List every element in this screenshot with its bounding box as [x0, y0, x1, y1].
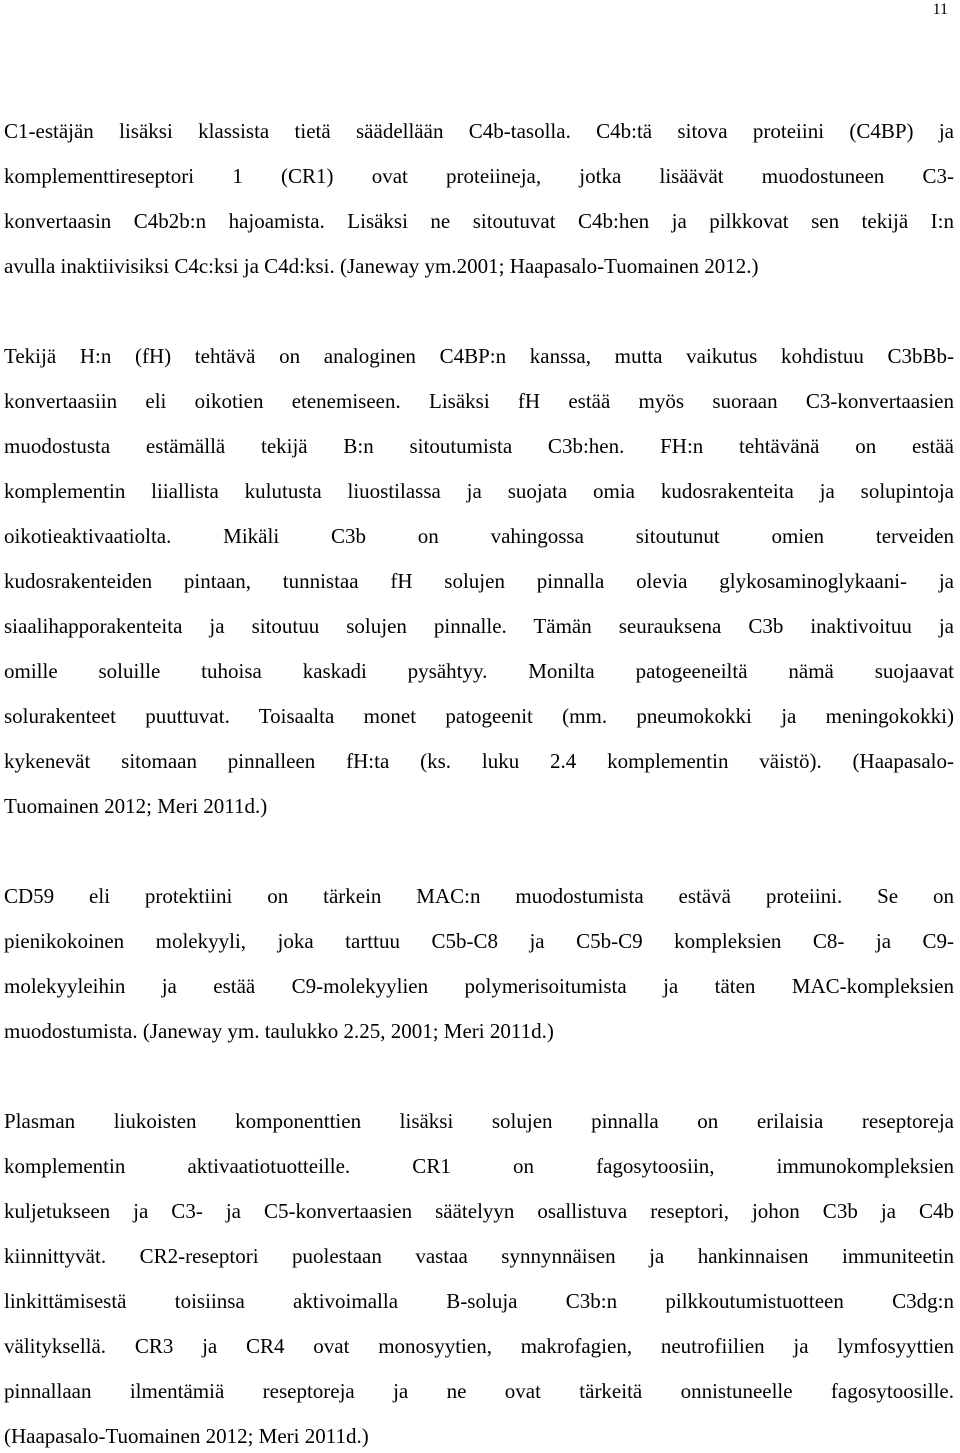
text-line: kuljetukseen ja C3- ja C5-konvertaasien säätelyyn osallistuva reseptori, johon C3b ja C4b	[4, 1199, 954, 1223]
text-line: välityksellä. CR3 ja CR4 ovat monosyytien, makrofagien, neutrofiilien ja lymfosyyttien	[4, 1334, 954, 1358]
text-line: oikotieaktivaatiolta. Mikäli C3b on vahingossa sitoutunut omien terveiden	[4, 524, 954, 548]
text-line: komplementtireseptori 1 (CR1) ovat proteiineja, jotka lisäävät muodostuneen C3-	[4, 164, 954, 188]
text-line: solurakenteet puuttuvat. Toisaalta monet patogeenit (mm. pneumokokki ja meningokokki)	[4, 704, 954, 728]
text-line: pinnallaan ilmentämiä reseptoreja ja ne ovat tärkeitä onnistuneelle fagosytoosille.	[4, 1379, 954, 1403]
text-line: muodostumista. (Janeway ym. taulukko 2.25, 2001; Meri 2011d.)	[4, 1019, 554, 1043]
page-number: 11	[932, 1, 948, 18]
text-line: konvertaasin C4b2b:n hajoamista. Lisäksi ne sitoutuvat C4b:hen ja pilkkovat sen tekijä I:n	[4, 209, 954, 233]
text-line: kykenevät sitomaan pinnalleen fH:ta (ks. luku 2.4 komplementin väistö). (Haapasalo-	[4, 749, 954, 773]
text-line: avulla inaktiivisiksi C4c:ksi ja C4d:ksi. (Janeway ym.2001; Haapasalo-Tuomainen 2012.)	[4, 254, 759, 278]
text-line: komplementin liiallista kulutusta liuostilassa ja suojata omia kudosrakenteita ja solupintoja	[4, 479, 954, 503]
text-line: Plasman liukoisten komponenttien lisäksi solujen pinnalla on erilaisia reseptoreja	[4, 1109, 954, 1133]
text-line: Tekijä H:n (fH) tehtävä on analoginen C4BP:n kanssa, mutta vaikutus kohdistuu C3bBb-	[4, 344, 954, 368]
text-line: linkittämisestä toisiinsa aktivoimalla B-soluja C3b:n pilkkoutumistuotteen C3dg:n	[4, 1289, 954, 1313]
text-line: (Haapasalo-Tuomainen 2012; Meri 2011d.)	[4, 1424, 369, 1448]
text-line: C1-estäjän lisäksi klassista tietä säädellään C4b-tasolla. C4b:tä sitova proteiini (C4BP) ja	[4, 119, 954, 143]
text-line: kiinnittyvät. CR2-reseptori puolestaan vastaa synnynnäisen ja hankinnaisen immuniteetin	[4, 1244, 954, 1268]
text-line: komplementin aktivaatiotuotteille. CR1 on fagosytoosiin, immunokompleksien	[4, 1154, 954, 1178]
text-line: Tuomainen 2012; Meri 2011d.)	[4, 794, 268, 818]
text-line: pienikokoinen molekyyli, joka tarttuu C5b-C8 ja C5b-C9 kompleksien C8- ja C9-	[4, 929, 954, 953]
text-line: siaalihapporakenteita ja sitoutuu solujen pinnalle. Tämän seurauksena C3b inaktivoituu ja	[4, 614, 954, 638]
text-line: konvertaasiin eli oikotien etenemiseen. Lisäksi fH estää myös suoraan C3-konvertaasien	[4, 389, 954, 413]
text-line: muodostusta estämällä tekijä B:n sitoutumista C3b:hen. FH:n tehtävänä on estää	[4, 434, 954, 458]
text-line: kudosrakenteiden pintaan, tunnistaa fH solujen pinnalla olevia glykosaminoglykaani- ja	[4, 569, 954, 593]
text-line: molekyyleihin ja estää C9-molekyylien polymerisoitumista ja täten MAC-kompleksien	[4, 974, 954, 998]
text-line: omille soluille tuhoisa kaskadi pysähtyy. Monilta patogeeneiltä nämä suojaavat	[4, 659, 954, 683]
text-line: CD59 eli protektiini on tärkein MAC:n muodostumista estävä proteiini. Se on	[4, 884, 954, 908]
